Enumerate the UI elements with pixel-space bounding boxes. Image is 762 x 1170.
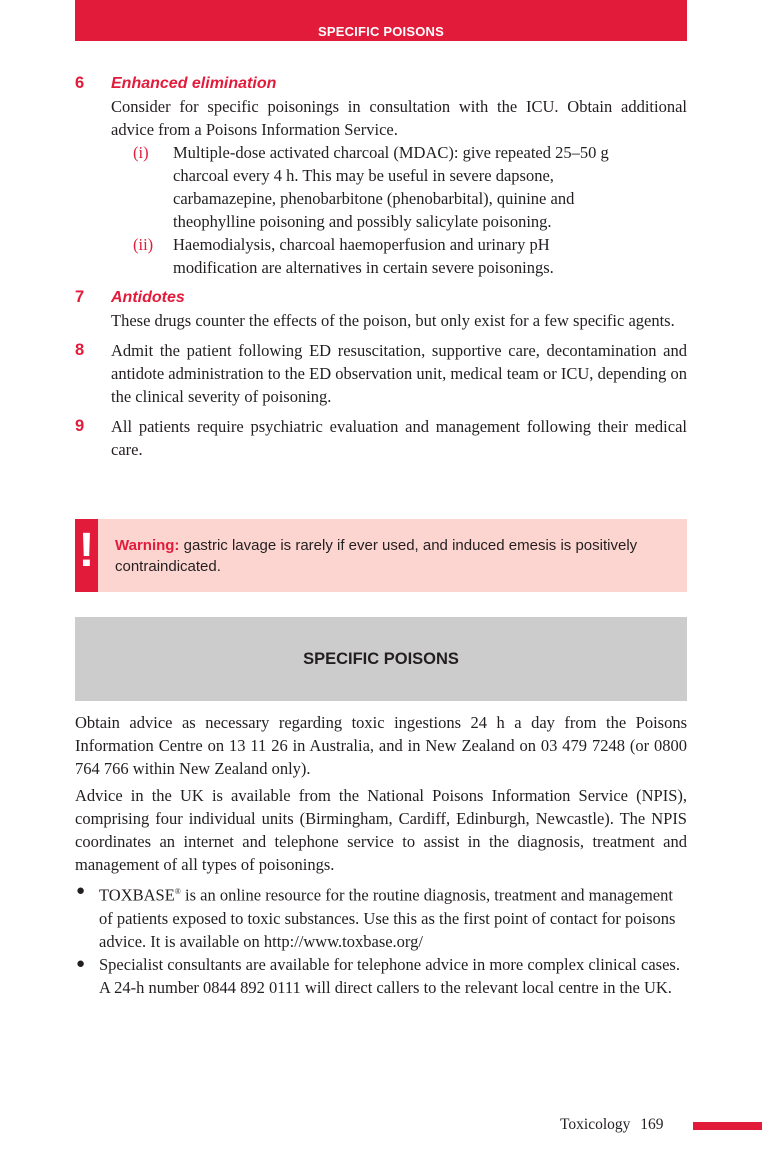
- item-text: Consider for specific poisonings in consultation with the ICU. Obtain additional advice from a Poisons Information Service.: [111, 97, 687, 139]
- section-body: [75, 711, 687, 999]
- item-number: 8: [75, 341, 85, 359]
- item-text: All patients require psychiatric evaluation and management following their medical care.: [111, 417, 687, 459]
- list-item-9: [75, 415, 687, 461]
- list-item-7: [75, 286, 687, 332]
- bullet-text: is an online resource for the routine diagnosis, treatment and management of patients exposed to toxic substances. Use this as the first point of contact for poisons advice. It is available on http://www.toxbase.org/: [99, 885, 676, 951]
- item-heading: Enhanced elimination: [111, 75, 277, 92]
- warning-body: gastric lavage is rarely if ever used, and induced emesis is positively contraindicated.: [115, 537, 638, 575]
- list-item-6: [75, 72, 687, 279]
- item-heading: Antidotes: [111, 289, 185, 306]
- section-heading: [75, 617, 687, 701]
- subitem-label: (ii): [133, 235, 154, 254]
- bullet-item: [75, 880, 687, 953]
- section-title: SPECIFIC POISONS: [303, 649, 459, 668]
- numbered-list: [75, 72, 687, 461]
- bullet-icon: ●: [76, 955, 86, 972]
- subitem-label: (i): [133, 143, 149, 162]
- item-number: 6: [75, 74, 85, 92]
- paragraph: Advice in the UK is available from the National Poisons Information Service (NPIS), comprising four individual units (Birmingham, Cardiff, Edinburgh, Newcastle). The NPIS coordinates an internet and telephone service to assist in the diagnosis, treatment and management of all types of poisonings.: [75, 786, 687, 874]
- warning-box: [75, 519, 687, 592]
- footer-bar: [693, 1122, 762, 1130]
- item-text: These drugs counter the effects of the poison, but only exist for a few specific agents.: [111, 311, 675, 330]
- running-header: [75, 0, 687, 41]
- bullet-icon: ●: [76, 883, 86, 899]
- warning-text: [115, 535, 655, 577]
- subitem: [111, 141, 623, 233]
- subitem-text: Multiple-dose activated charcoal (MDAC): give repeated 25–50 g charcoal every 4 h. This may be useful in severe dapsone, carbamazepine, phenobarbitone (phenobarbital), quinine and theophylline poisoning and possibly salicylate poisoning.: [173, 143, 609, 231]
- running-header-title: SPECIFIC POISONS: [317, 24, 444, 39]
- page-number: 169: [640, 1116, 664, 1133]
- bullet-name: TOXBASE: [99, 885, 175, 905]
- subitem-text: Haemodialysis, charcoal haemoperfusion and urinary pH modification are alternatives in certain severe poisonings.: [173, 235, 554, 277]
- subitem: [111, 233, 623, 279]
- page-footer: [560, 1116, 664, 1134]
- bullet-item: [75, 953, 687, 999]
- list-item-8: [75, 339, 687, 408]
- item-number: 9: [75, 417, 85, 435]
- registered-mark: ®: [174, 887, 181, 896]
- bullet-text: Specialist consultants are available for telephone advice in more complex clinical cases. A 24-h number 0844 892 0111 will direct callers to the relevant local centre in the UK.: [99, 954, 680, 997]
- paragraph: Obtain advice as necessary regarding toxic ingestions 24 h a day from the Poisons Information Centre on 13 11 26 in Australia, and in New Zealand on 03 479 7248 (or 0800 764 766 within New Zealand only).: [75, 713, 687, 778]
- warning-label: Warning:: [115, 537, 180, 554]
- item-text: Admit the patient following ED resuscitation, supportive care, decontamination and antidote administration to the ED observation unit, medical team or ICU, depending on the clinical severity of poisoning.: [111, 341, 687, 406]
- footer-chapter: Toxicology: [560, 1116, 631, 1133]
- exclamation-icon: !: [78, 524, 95, 577]
- item-number: 7: [75, 288, 85, 306]
